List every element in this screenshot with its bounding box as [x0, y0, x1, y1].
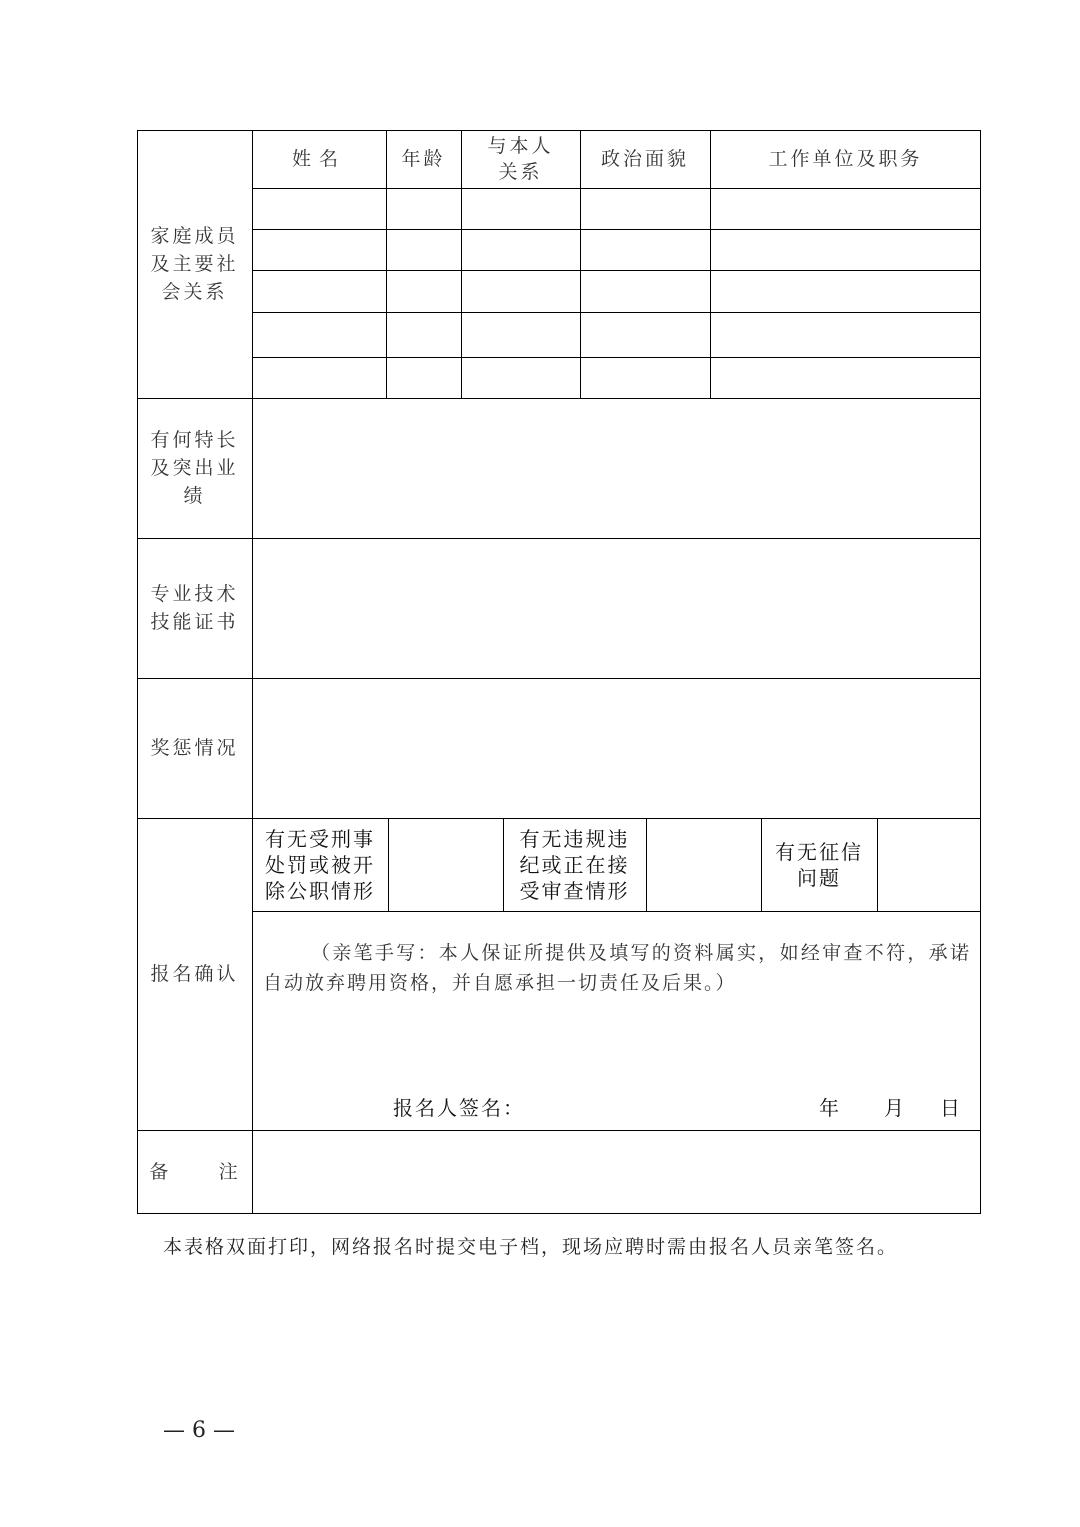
- answer-credit[interactable]: [878, 819, 980, 910]
- header-age: 年龄: [401, 148, 446, 170]
- signature-label: 报名人签名：: [393, 1096, 525, 1120]
- declaration-text: （亲笔手写：本人保证所提供及填写的资料属实，如经审查不符，承诺自动放弃聘用资格，并自愿承担一切责任及后果。）: [263, 942, 971, 994]
- skills-label: 有何特长 及突出业 绩: [150, 429, 239, 507]
- remarks-label: 备 注: [149, 1161, 240, 1183]
- certs-label: 专业技术 技能证书: [150, 583, 239, 633]
- awards-field[interactable]: [253, 679, 980, 817]
- page-number: — 6 —: [163, 1418, 235, 1443]
- certs-field[interactable]: [253, 539, 980, 677]
- header-work: 工作单位及职务: [768, 148, 923, 170]
- question-discipline: 有无违规违 纪或正在接 受审查情形: [519, 826, 630, 903]
- family-row-5[interactable]: [252, 357, 981, 398]
- header-name: 姓名: [291, 148, 346, 170]
- remarks-field[interactable]: [253, 1131, 980, 1213]
- answer-discipline[interactable]: [647, 819, 760, 910]
- signature-field[interactable]: [520, 1088, 800, 1122]
- family-section-label: 家庭成员 及主要社 会关系: [150, 225, 239, 303]
- family-row-3[interactable]: [252, 270, 981, 312]
- date-year-label: 年: [819, 1096, 841, 1120]
- header-relation: 与本人 关系: [487, 135, 554, 183]
- family-row-2[interactable]: [252, 229, 981, 270]
- date-month-label: 月: [884, 1096, 906, 1120]
- skills-field[interactable]: [253, 399, 980, 537]
- awards-label: 奖惩情况: [150, 737, 239, 759]
- family-row-1[interactable]: [252, 188, 981, 229]
- family-row-4[interactable]: [252, 312, 981, 357]
- date-day-label: 日: [940, 1096, 962, 1120]
- confirm-question-row-line: [252, 911, 981, 912]
- question-credit: 有无征信 问题: [775, 839, 863, 890]
- header-political: 政治面貌: [600, 148, 689, 170]
- answer-criminal[interactable]: [389, 819, 502, 910]
- question-criminal: 有无受刑事 处罚或被开 除公职情形: [265, 826, 375, 903]
- confirm-label: 报名确认: [150, 963, 239, 985]
- print-instructions-note: 本表格双面打印，网络报名时提交电子档，现场应聘时需由报名人员亲笔签名。: [163, 1236, 899, 1258]
